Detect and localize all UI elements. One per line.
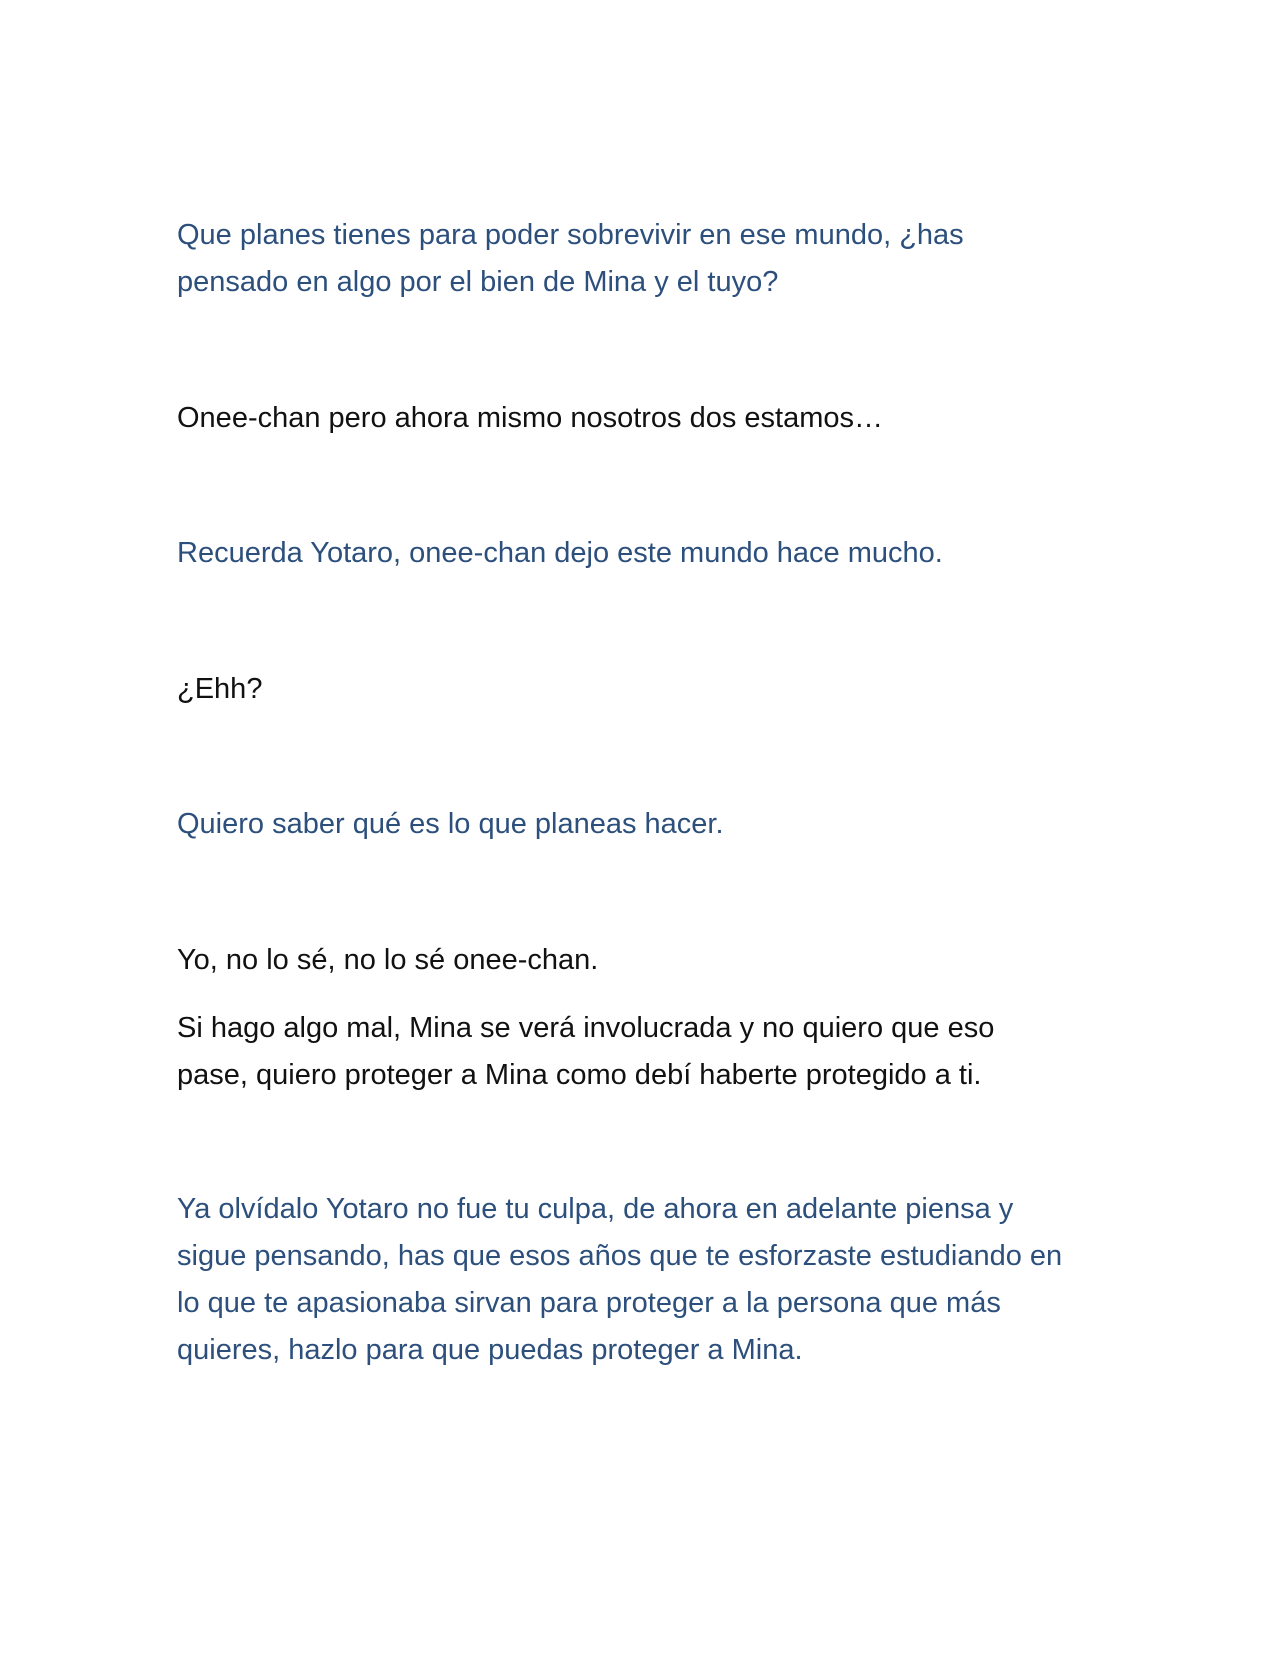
text-line: Si hago algo mal, Mina se verá involucrada y no quiero que eso — [177, 1012, 995, 1044]
dialogue-paragraph — [177, 530, 1117, 577]
text-line: sigue pensando, has que esos años que te esforzaste estudiando en — [177, 1240, 1063, 1272]
text-line: lo que te apasionaba sirvan para proteger a la persona que más — [177, 1287, 1001, 1319]
dialogue-paragraph — [177, 801, 1117, 848]
dialogue-paragraph — [177, 395, 1117, 442]
text-line: quieres, hazlo para que puedas proteger a Mina. — [177, 1334, 803, 1366]
text-line: Onee-chan pero ahora mismo nosotros dos estamos… — [177, 402, 884, 434]
dialogue-paragraph — [177, 212, 1117, 306]
text-line: ¿Ehh? — [177, 673, 263, 705]
dialogue-paragraph — [177, 666, 1117, 713]
text-line: Quiero saber qué es lo que planeas hacer. — [177, 808, 724, 840]
text-line: Que planes tienes para poder sobrevivir en ese mundo, ¿has — [177, 219, 964, 251]
text-line: Recuerda Yotaro, onee-chan dejo este mundo hace mucho. — [177, 537, 943, 569]
text-line: Ya olvídalo Yotaro no fue tu culpa, de ahora en adelante piensa y — [177, 1193, 1014, 1225]
text-line: Yo, no lo sé, no lo sé onee-chan. — [177, 944, 599, 976]
text-line: pase, quiero proteger a Mina como debí haberte protegido a ti. — [177, 1059, 982, 1091]
dialogue-paragraph — [177, 937, 1117, 984]
dialogue-paragraph — [177, 1186, 1117, 1374]
text-line: pensado en algo por el bien de Mina y el tuyo? — [177, 266, 779, 298]
dialogue-paragraph — [177, 1005, 1117, 1099]
